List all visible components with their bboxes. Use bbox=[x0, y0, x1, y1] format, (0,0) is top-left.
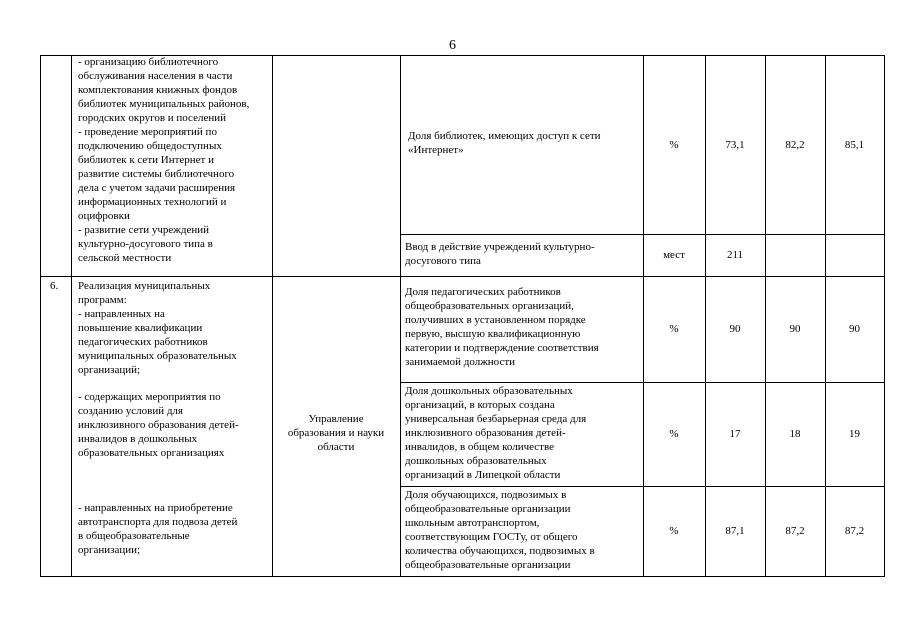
measures-description: Реализация муниципальных программ: - направленных на повышение квалификации педагогических работников муниципальных образовательных организаций; bbox=[78, 280, 237, 376]
indicator-unit: % bbox=[669, 138, 679, 151]
row-number: 6. bbox=[50, 280, 59, 292]
indicator-name: Ввод в действие учреждений культурно- досугового типа bbox=[405, 241, 595, 267]
measures-description: - направленных на приобретение автотранспорта для подвоза детей в общеобразовательные организации; bbox=[78, 502, 238, 556]
column-divider bbox=[71, 55, 72, 577]
indicator-unit: % bbox=[669, 525, 679, 537]
indicator-value bbox=[765, 234, 825, 276]
table-border-right bbox=[884, 55, 885, 577]
indicator-value: 87,1 bbox=[725, 525, 745, 537]
indicator-value: 85,1 bbox=[844, 138, 865, 151]
indicator-value: 211 bbox=[726, 249, 744, 261]
indicator-unit: мест bbox=[663, 249, 685, 261]
table-border-bottom bbox=[40, 576, 885, 577]
measures-description: - содержащих мероприятия по созданию условий для инклюзивного образования детей- инвалидов в дошкольных образовательных организациях bbox=[78, 391, 239, 459]
column-divider bbox=[272, 55, 273, 577]
column-divider bbox=[400, 55, 401, 577]
indicator-unit: % bbox=[669, 428, 679, 440]
indicator-value bbox=[825, 234, 884, 276]
indicator-name: Доля дошкольных образовательных организаций, в которых создана универсальная безбарьерная среда для инклюзивного образования детей- инвалидов, в общем количестве дошкольных образовательных организаций в Липецкой области bbox=[405, 385, 587, 481]
indicator-value: 90 bbox=[729, 323, 741, 335]
measures-description: - организацию библиотечного обслуживания населения в части комплектования книжных фондов библиотек муниципальных районов, городских округов и поселений - проведение мероприятий по подключению общедоступных библиотек к сети Интернет и развитие системы библиотечного дела с учетом задачи расширения информационных технологий и оцифровки - развитие сети учреждений культурно-досугового типа в сельской местности bbox=[78, 56, 250, 264]
indicator-unit: % bbox=[669, 323, 679, 335]
indicator-value: 19 bbox=[849, 428, 860, 440]
page-number: 6 bbox=[449, 38, 456, 53]
indicator-value: 87,2 bbox=[785, 525, 805, 537]
indicator-value: 18 bbox=[789, 428, 801, 440]
indicator-value: 73,1 bbox=[725, 138, 745, 151]
indicator-name: Доля педагогических работников общеобразовательных организаций, получивших в установленном порядке первую, высшую квалификационную категории и подтверждение соответствия занимаемой должности bbox=[405, 286, 599, 368]
indicator-value: 90 bbox=[789, 323, 801, 335]
indicator-name: Доля обучающихся, подвозимых в общеобразовательные организации школьным автотранспортом, соответствующим ГОСТу, от общего количества обучающихся, подвозимых в общеобразовательные организации bbox=[405, 489, 595, 571]
indicator-value: 17 bbox=[729, 428, 741, 440]
indicator-name: Доля библиотек, имеющих доступ к сети «Интернет» bbox=[408, 130, 601, 156]
indicator-value: 82,2 bbox=[785, 138, 805, 151]
indicator-value: 87,2 bbox=[844, 525, 865, 537]
executor: Управление образования и науки области bbox=[287, 413, 385, 453]
indicator-value: 90 bbox=[849, 323, 860, 335]
table-border-left bbox=[40, 55, 41, 577]
